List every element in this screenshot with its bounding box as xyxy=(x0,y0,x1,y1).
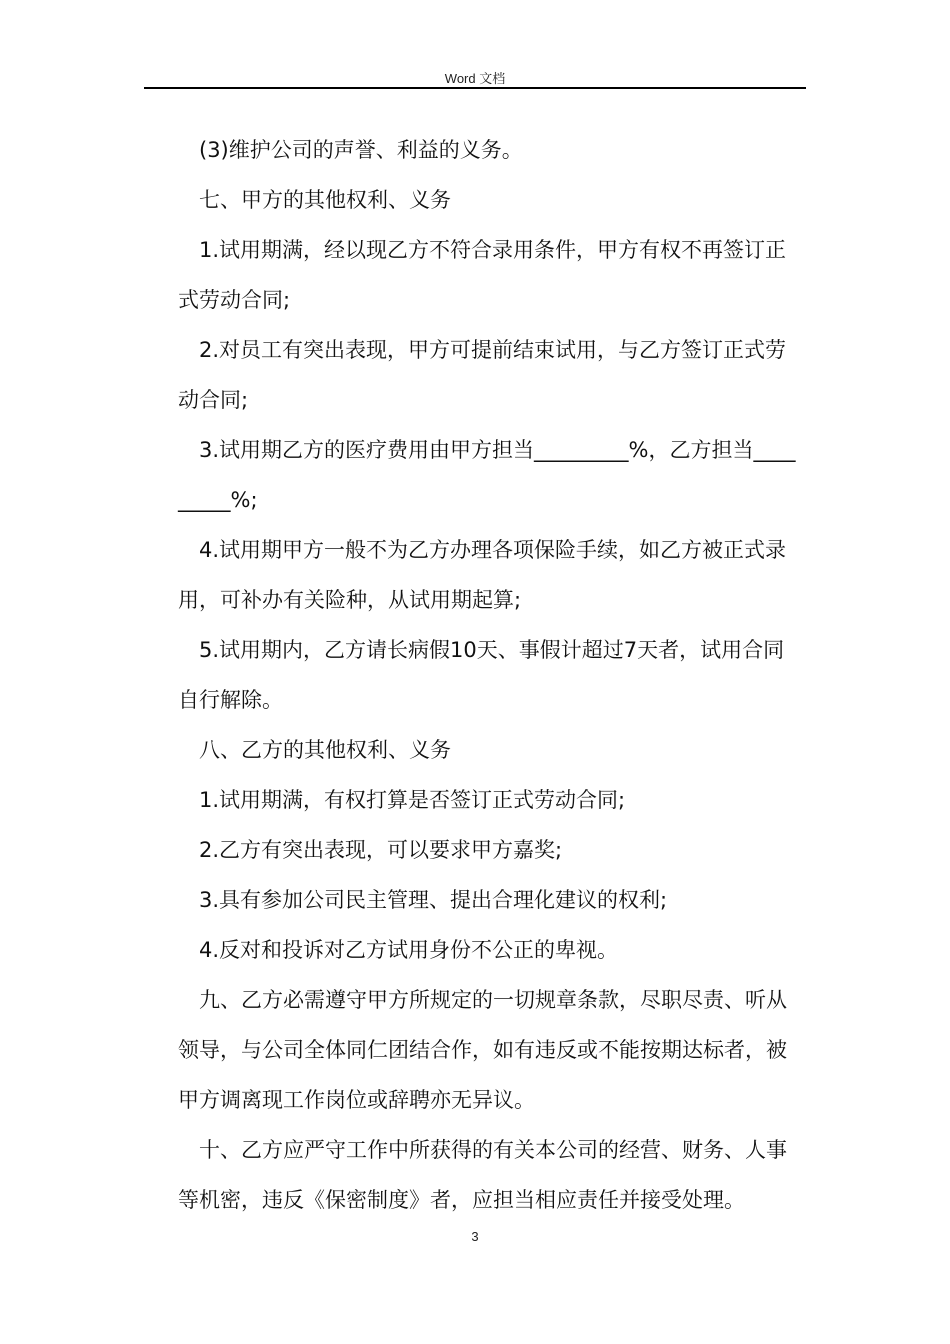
document-header-title: Word 文档 xyxy=(444,71,506,86)
header-divider xyxy=(144,87,806,89)
section-8-item-1: 1.试用期满，有权打算是否签订正式劳动合同; xyxy=(199,788,626,812)
section-7-item-1: 1.试用期满，经以现乙方不符合录用条件，甲方有权不再签订正式劳动合同; xyxy=(178,238,787,312)
section-7-item-4: 4.试用期甲方一般不为乙方办理各项保险手续，如乙方被正式录用，可补办有关险种，从试用期起算; xyxy=(178,538,787,612)
section-10-paragraph: 十、乙方应严守工作中所获得的有关本公司的经营、财务、人事等机密，违反《保密制度》者，应担当相应责任并接受处理。 xyxy=(178,1138,787,1212)
section-7-item-2: 2.对员工有突出表现，甲方可提前结束试用，与乙方签订正式劳动合同; xyxy=(178,338,787,412)
section-7-item-5: 5.试用期内，乙方请长病假10天、事假计超过7天者，试用合同自行解除。 xyxy=(178,638,785,712)
page-number: 3 xyxy=(471,1229,479,1244)
section-7-heading: 七、甲方的其他权利、义务 xyxy=(199,188,451,212)
section-8-heading: 八、乙方的其他权利、义务 xyxy=(199,738,451,762)
section-9-paragraph: 九、乙方必需遵守甲方所规定的一切规章条款，尽职尽责、听从领导，与公司全体同仁团结合作，如有违反或不能按期达标者，被甲方调离现工作岗位或辞聘亦无异议。 xyxy=(178,988,787,1112)
document-body xyxy=(178,125,804,1225)
section-7-item-3: 3.试用期乙方的医疗费用由甲方担当_________%，乙方担当_________%; xyxy=(178,438,796,512)
section-8-item-3: 3.具有参加公司民主管理、提出合理化建议的权利; xyxy=(199,888,668,912)
section-8-item-4: 4.反对和投诉对乙方试用身份不公正的卑视。 xyxy=(199,938,619,962)
section-8-item-2: 2.乙方有突出表现，可以要求甲方嘉奖; xyxy=(199,838,563,862)
paragraph-3-reputation-duty: (3)维护公司的声誉、利益的义务。 xyxy=(199,138,523,162)
